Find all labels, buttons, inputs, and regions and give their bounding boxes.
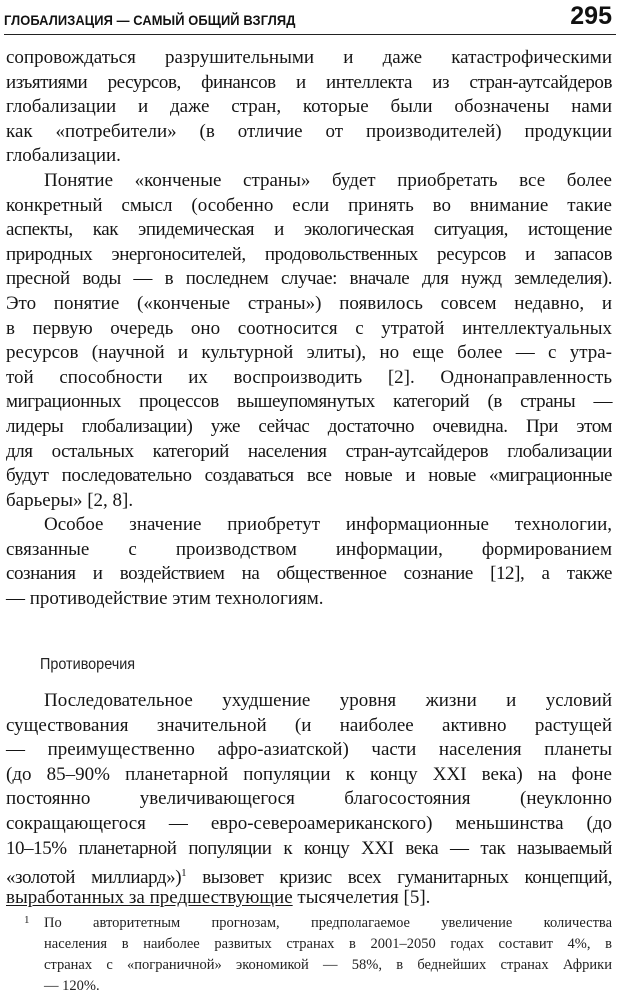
footnote-reference[interactable]: 1 [181,867,187,880]
text-line [6,861,612,889]
text-fragment: вызовет кризис всех гуманитарных концепций, [186,867,612,889]
text-line: будут последовательно создаваться все новые и новые «миграционные [6,465,612,487]
text-line: миграционных процессов вышеупомянутых категорий (в страны — [6,391,612,413]
text-line: постоянно увеличивающегося благосостояния (неуклонно [6,788,612,810]
text-line: как «потребители» (в отличие от производителей) продукции [6,120,612,142]
text-line: конкретный смысл (особенно если принять во внимание такие [6,194,612,216]
text-line: лидеры глобализации) уже сейчас достаточно очевидна. При этом [6,415,612,437]
text-fragment: «золотой миллиард») [6,867,182,889]
paragraph-information-technologies [6,513,612,611]
text-line: Особое значение приобретут информационные технологии, [44,514,612,536]
footnote-marker: 1 [24,914,30,926]
text-line: — преимущественно афро-азиатской) части населения планеты [6,739,612,761]
text-line: сокращающегося — евро-североамериканского) меньшинства (до [6,812,612,834]
text-line [6,886,612,911]
text-line: связанные с производством информации, формированием [6,538,612,560]
text-line: ресурсов (научной и культурной элиты), но еще более — с утра- [6,342,612,364]
text-line: существования значительной (и наиболее активно растущей [6,714,612,736]
text-line: — противодействие этим технологиям. [6,588,324,610]
text-line: изъятиями ресурсов, финансов и интеллекта из стран-аутсайдеров [6,71,612,93]
running-head [4,4,616,34]
text-line: Это понятие («конченые страны») появилось совсем недавно, и [6,292,612,314]
underlined-text: выработанных за предшествующие [6,886,293,908]
footnote-line: населения в наиболее развитых странах в 2001–2050 годах составит 4%, в [44,936,612,952]
text-line: для остальных категорий населения стран-аутсайдеров глобализации [6,440,612,462]
section-subheading: Противоречия [40,656,136,673]
text-line: пресной воды — в последнем случае: вначале для нужд земледелия). [6,268,612,290]
text-line: (до 85–90% планетарной популяции к концу XXI века) на фоне [6,763,612,785]
text-line: той способности их воспроизводить [2]. Однонаправленность [6,366,612,388]
footnote-line: странах с «пограничной» экономикой — 58%, в беднейших странах Африки [44,957,612,973]
text-line: глобализации. [6,145,121,167]
header-rule [4,34,616,35]
text-line: природных энергоносителей, продовольственных ресурсов и запасов [6,243,612,265]
text-line: 10–15% планетарной популяции к концу XXI века — так называемый [6,837,612,859]
footnote-line: — 120%. [44,978,100,994]
footnote-line: По авторитетным прогнозам, предполагаемое увеличение количества [44,915,612,931]
text-line: глобализации и даже стран, которые были обозначены нами [6,96,612,118]
text-line: аспекты, как эпидемическая и экологическая ситуация, истощение [6,219,612,241]
text-line: Последовательное ухудшение уровня жизни и условий [44,690,612,711]
footnote [6,913,612,997]
text-line: сознания и воздействием на общественное сознание [12], а также [6,563,612,585]
paragraph-finished-countries [6,169,612,513]
text-line: барьеры» [2, 8]. [6,489,134,511]
main-text [6,46,612,612]
page-number: 295 [570,2,612,30]
contradictions-text [6,689,612,910]
running-head-title: ГЛОБАЛИЗАЦИЯ — САМЫЙ ОБЩИЙ ВЗГЛЯД [4,12,296,28]
text-line: сопровождаться разрушительными и даже катастрофическими [6,47,612,68]
paragraph-continuation [6,46,612,169]
text-fragment: тысячелетия [5]. [292,886,431,908]
text-line: Понятие «конченые страны» будет приобретать все более [44,169,612,191]
text-line: в первую очередь оно соотносится с утратой интеллектуальных [6,317,612,339]
